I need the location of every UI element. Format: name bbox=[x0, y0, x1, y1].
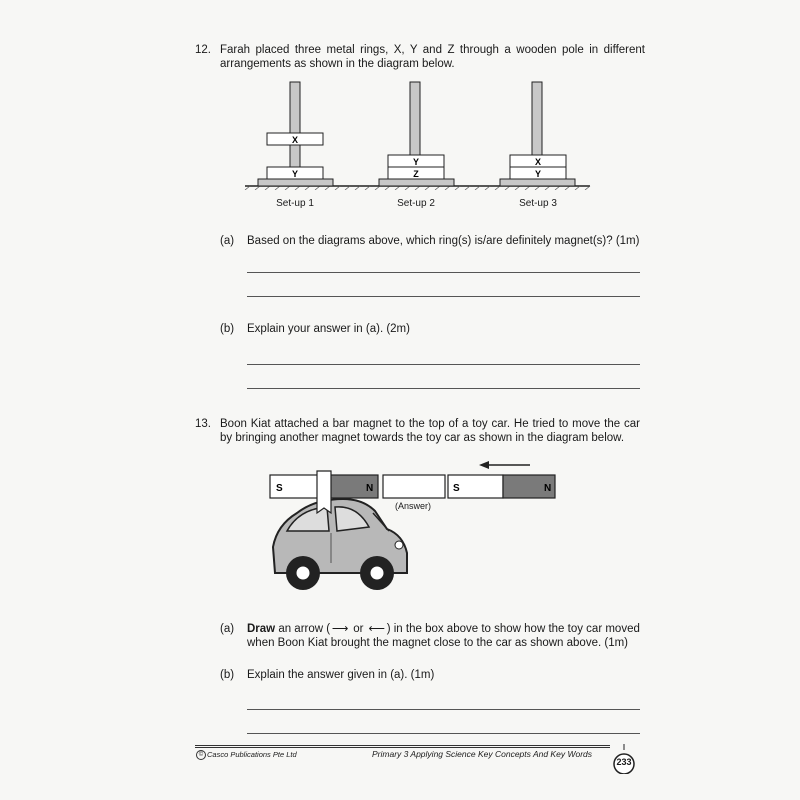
setup-1-pole bbox=[290, 82, 300, 179]
footer-publisher: Casco Publications Pte Ltd bbox=[207, 750, 297, 759]
question-13-number: 13. bbox=[195, 418, 211, 430]
q13-part-a-text bbox=[247, 622, 642, 650]
q13-part-a-text-2: ) in the box above to show how the toy car moved bbox=[386, 623, 640, 635]
answer-box bbox=[383, 475, 445, 498]
setup-2-top-ring-label: Y bbox=[412, 157, 420, 167]
footer-rule-top bbox=[195, 745, 610, 746]
q12-b-answer-line-2 bbox=[247, 388, 640, 389]
setup-3-base bbox=[500, 179, 575, 186]
page-number: 233 bbox=[616, 757, 632, 767]
car-magnet-south-label: S bbox=[276, 483, 283, 494]
q13-part-a-bold: Draw bbox=[247, 623, 276, 635]
setup-2-diagram bbox=[379, 82, 454, 186]
setup-1-label: Set-up 1 bbox=[276, 198, 314, 209]
setup-3-diagram bbox=[500, 82, 575, 186]
q13-part-a-line-2: when Boon Kiat brought the magnet close to the car as shown above. (1m) bbox=[247, 637, 628, 649]
setup-2-base bbox=[379, 179, 454, 186]
question-12-number: 12. bbox=[195, 44, 211, 56]
page-number-tag bbox=[612, 744, 634, 772]
setup-1-bottom-ring-label: Y bbox=[291, 169, 299, 179]
toy-car-illustration bbox=[273, 499, 407, 590]
left-arrow-small-icon: ⟵ bbox=[368, 623, 385, 635]
ring-diagram bbox=[240, 75, 600, 190]
hand-magnet-north-label: N bbox=[544, 483, 552, 494]
q12-part-a-text: Based on the diagrams above, which ring(s) is/are definitely magnet(s)? (1m) bbox=[247, 235, 640, 247]
question-12-text bbox=[220, 43, 645, 71]
q13-part-a-or: or bbox=[350, 623, 367, 635]
setup-1-diagram bbox=[258, 82, 333, 186]
q13-b-answer-line-1 bbox=[247, 709, 640, 710]
car-magnet-north-label: N bbox=[366, 483, 374, 494]
hand-bar-magnet bbox=[448, 475, 555, 498]
question-13-line-2: by bringing another magnet towards the toy car as shown in the diagram below. bbox=[220, 432, 625, 444]
footer-rule-bottom bbox=[195, 747, 610, 748]
hand-magnet-south-label: S bbox=[453, 483, 460, 494]
right-arrow-icon: ⟶ bbox=[331, 623, 349, 635]
q13-part-b-text: Explain the answer given in (a). (1m) bbox=[247, 669, 435, 681]
car-magnet-diagram bbox=[265, 455, 565, 595]
q13-part-a-text-1: an arrow ( bbox=[275, 623, 331, 635]
q12-b-answer-line-1 bbox=[247, 364, 640, 365]
setup-2-label: Set-up 2 bbox=[397, 198, 435, 209]
question-12-line-2: arrangements as shown in the diagram below. bbox=[220, 58, 455, 70]
q13-b-answer-line-2 bbox=[247, 733, 640, 734]
footer-book-title: Primary 3 Applying Science Key Concepts And Key Words bbox=[372, 749, 592, 759]
setup-3-label: Set-up 3 bbox=[519, 198, 557, 209]
setup-2-bottom-ring-label: Z bbox=[413, 169, 419, 179]
q12-a-answer-line-1 bbox=[247, 272, 640, 273]
q12-part-a-label: (a) bbox=[220, 235, 235, 247]
setup-1-top-ring-label: X bbox=[291, 135, 299, 145]
copyright-icon: © bbox=[196, 750, 206, 760]
q12-a-answer-line-2 bbox=[247, 296, 640, 297]
question-13-text bbox=[220, 417, 640, 445]
question-12-line-1: Farah placed three metal rings, X, Y and Z through a wooden pole in different bbox=[220, 44, 645, 56]
answer-box-label: (Answer) bbox=[394, 501, 431, 511]
left-arrow-icon bbox=[479, 461, 530, 469]
q12-part-b-label: (b) bbox=[220, 323, 235, 335]
q12-part-b-text: Explain your answer in (a). (2m) bbox=[247, 323, 410, 335]
setup-3-bottom-ring-label: Y bbox=[534, 169, 542, 179]
setup-3-top-ring-label: X bbox=[534, 157, 542, 167]
question-13-line-1: Boon Kiat attached a bar magnet to the top of a toy car. He tried to move the car bbox=[220, 418, 640, 430]
q13-part-b-label: (b) bbox=[220, 669, 235, 681]
setup-1-base bbox=[258, 179, 333, 186]
q13-part-a-label: (a) bbox=[220, 623, 235, 635]
